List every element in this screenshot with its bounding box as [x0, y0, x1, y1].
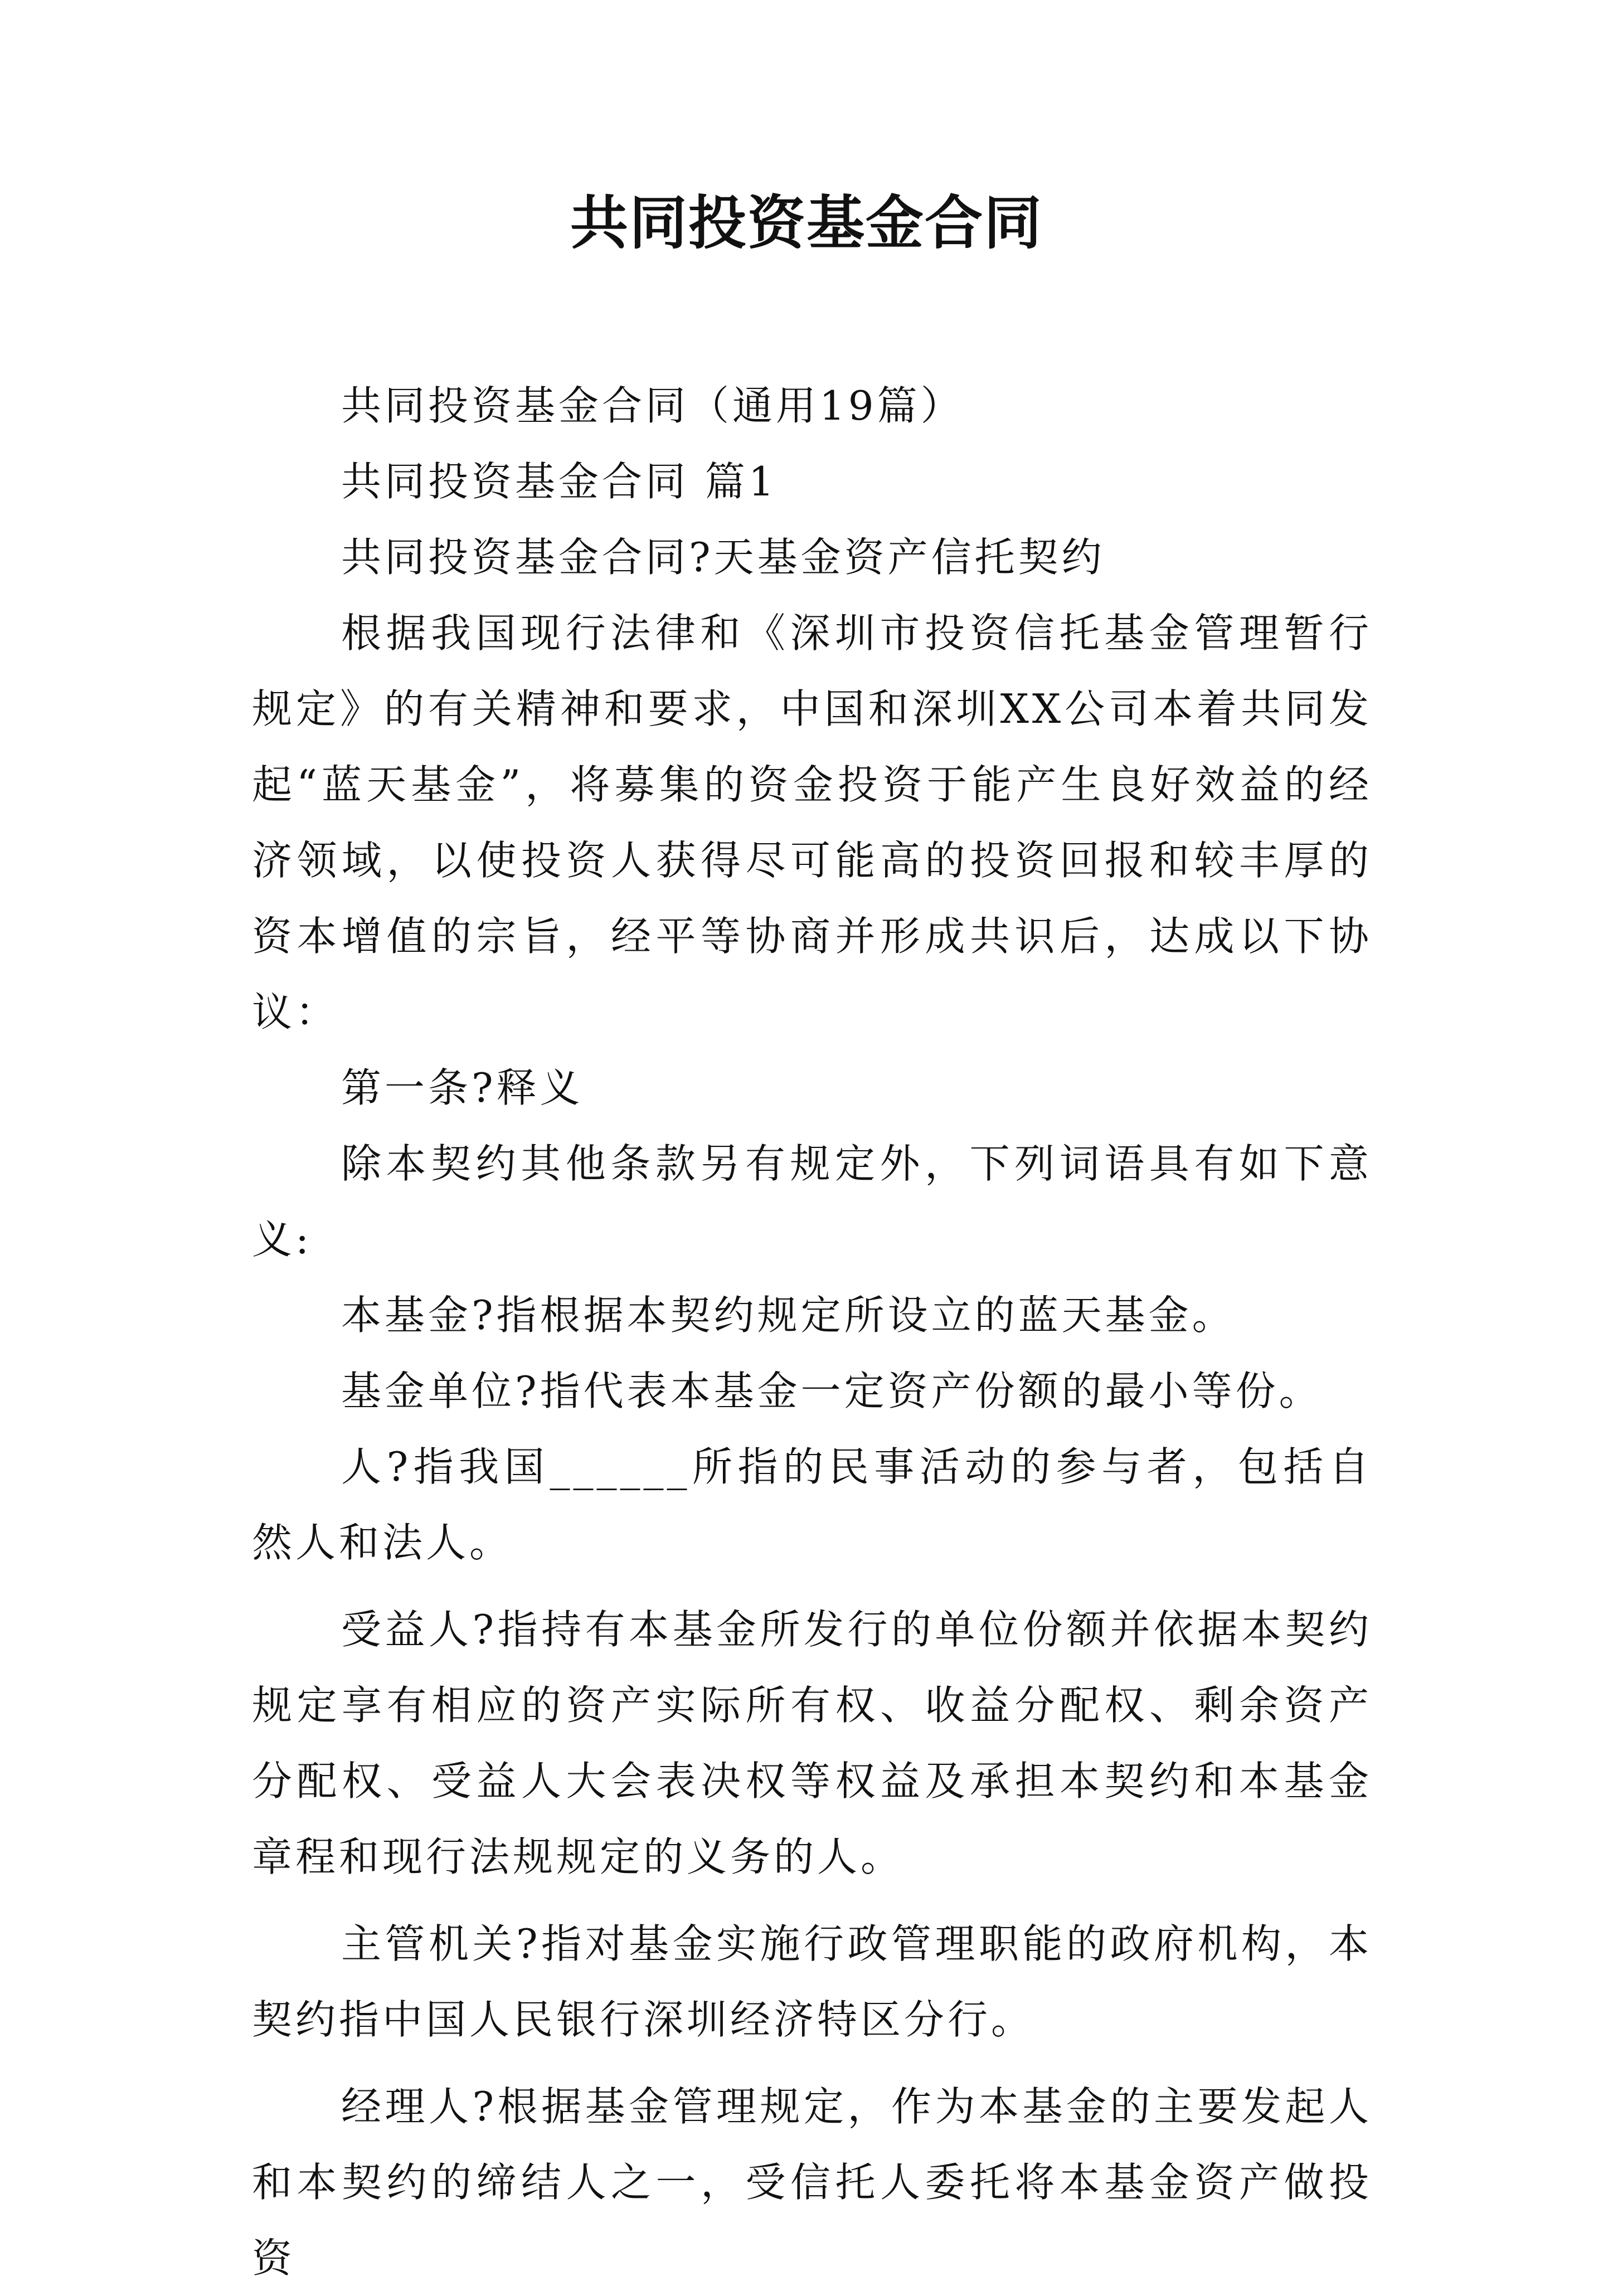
paragraph-subtitle: 共同投资基金合同（通用19篇） — [341, 382, 964, 429]
paragraph-definition-fund: 本基金?指根据本契约规定所设立的蓝天基金。 — [341, 1292, 1236, 1339]
paragraph-definition-manager: 经理人?根据基金管理规定，作为本基金的主要发起人和本契约的缔结人之一，受信托人委托将本基金资产做投资 — [252, 2083, 1372, 2282]
paragraph-contract-name: 共同投资基金合同?天基金资产信托契约 — [341, 534, 1105, 581]
paragraph-article-one: 第一条?释义 — [341, 1064, 584, 1111]
paragraph-definition-authority: 主管机关?指对基金实施行政管理职能的政府机构，本契约指中国人民银行深圳经济特区分行。 — [252, 1920, 1372, 2043]
paragraph-definition-beneficiary: 受益人?指持有本基金所发行的单位份额并依据本契约规定享有相应的资产实际所有权、收益分配权、剩余资产分配权、受益人大会表决权等权益及承担本契约和本基金章程和现行法规规定的义务的人。 — [252, 1606, 1372, 1880]
paragraph-definition-person: 人?指我国______所指的民事活动的参与者，包括自然人和法人。 — [252, 1443, 1372, 1566]
paragraph-section-heading: 共同投资基金合同 篇1 — [341, 458, 778, 505]
document-body — [252, 368, 1372, 2296]
paragraph-definitions-intro: 除本契约其他条款另有规定外，下列词语具有如下意义: — [252, 1140, 1372, 1263]
document-title: 共同投资基金合同 — [570, 188, 1043, 257]
paragraph-definition-unit: 基金单位?指代表本基金一定资产份额的最小等份。 — [341, 1368, 1323, 1414]
paragraph-preamble: 根据我国现行法律和《深圳市投资信托基金管理暂行规定》的有关精神和要求，中国和深圳XX公司本着共同发起“蓝天基金”，将募集的资金投资于能产生良好效益的经济领域，以使投资人获得尽可能高的投资回报和较丰厚的资本增值的宗旨，经平等协商并形成共识后，达成以下协议： — [252, 610, 1372, 1035]
